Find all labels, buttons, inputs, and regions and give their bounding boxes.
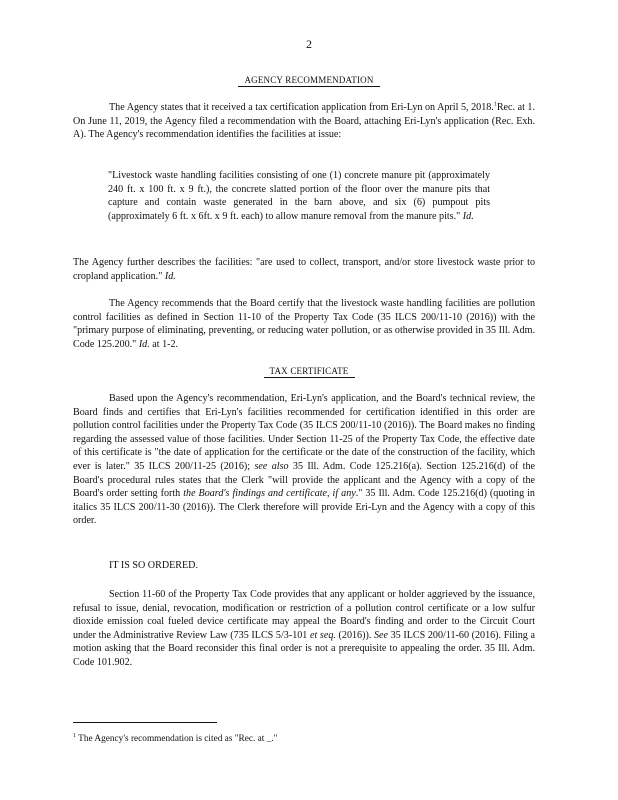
footnote-divider <box>73 722 217 723</box>
block-quote-facilities: "Livestock waste handling facilities consisting of one (1) concrete manure pit (approximately 240 ft. x 100 ft. x 9 ft.), the concrete slatted portion of the floor over the manure pits that capture and contain waste generated in the barn above, and six (6) pumpout pits (approximately 6 ft. x 6ft. x 9 ft. each) to allow manure removal from the manure pits." Id. <box>108 170 490 222</box>
footnote-marker: 1 <box>73 732 76 739</box>
paragraph-so-ordered: IT IS SO ORDERED. <box>109 560 198 571</box>
paragraph-agency-states: The Agency states that it received a tax certification application from Eri-Lyn on April 5, 2018.$^1$Rec. at 1. On June 11, 2019, the Agency filed a recommendation with the Board, attaching Eri-Lyn's application (Rec. Exh. A). The Agency's recommendation identifies the facilities at issue: <box>73 101 536 141</box>
section-heading-tax-certificate: TAX CERTIFICATE <box>0 366 618 376</box>
page-number: 2 <box>306 37 312 51</box>
paragraph-agency-describes: The Agency further describes the facilities: "are used to collect, transport, and/or store livestock waste prior to cropland application." Id. <box>73 257 535 282</box>
footnote: $^1$ The Agency's recommendation is cited as "Rec. at _." <box>73 732 278 744</box>
section-heading-agency-recommendation: AGENCY RECOMMENDATION <box>0 75 618 85</box>
footnote-ref: 1 <box>493 101 497 108</box>
paragraph-board-finds: Based upon the Agency's recommendation, Eri-Lyn's application, and the Board's technical review, the Board finds and certifies that Eri-Lyn's facilities recommended for certification identified in this order are pollution control facilities under the Property Tax Code (35 ILCS 200/11-10 (2016)). The Board makes no finding regarding the assessed value of those facilities. Under Section 11-25 of the Property Tax Code, the effective date of this certificate is "the date of application for the certificate or the date of the construction of the facility, which ever is later." 35 ILCS 200/11-25 (2016); see also 35 Ill. Adm. Code 125.216(a). Section 125.216(d) of the Board's procedural rules states that the Clerk "will provide the applicant and the Agency with a copy of the Board's order setting forth the Board's findings and certificate, if any." 35 Ill. Adm. Code 125.216(d) (quoting in italics 35 ILCS 200/11-30 (2016)). The Clerk therefore will provide Eri-Lyn and the Agency with a copy of this order. <box>73 393 535 527</box>
paragraph-agency-recommends: The Agency recommends that the Board certify that the livestock waste handling facilities are pollution control facilities as defined in Section 11-10 of the Property Tax Code (35 ILCS 200/11-10 (2016)) with the "primary purpose of eliminating, preventing, or reducing water pollution, or as otherwise provided in 35 Ill. Adm. Code 125.200." Id. at 1-2. <box>73 298 535 350</box>
paragraph-appeal-rights: Section 11-60 of the Property Tax Code provides that any applicant or holder aggrieved by the issuance, refusal to issue, denial, revocation, modification or restriction of a pollution control certificate or a low sulfur dioxide emission coal fueled device certificate may appeal the Board's finding and order to the Circuit Court under the Administrative Review Law (735 ILCS 5/3-101 et seq. (2016)). See 35 ILCS 200/11-60 (2016). Filing a motion asking that the Board reconsider this final order is not a prerequisite to appealing the order. 35 Ill. Adm. Code 101.902. <box>73 589 535 668</box>
